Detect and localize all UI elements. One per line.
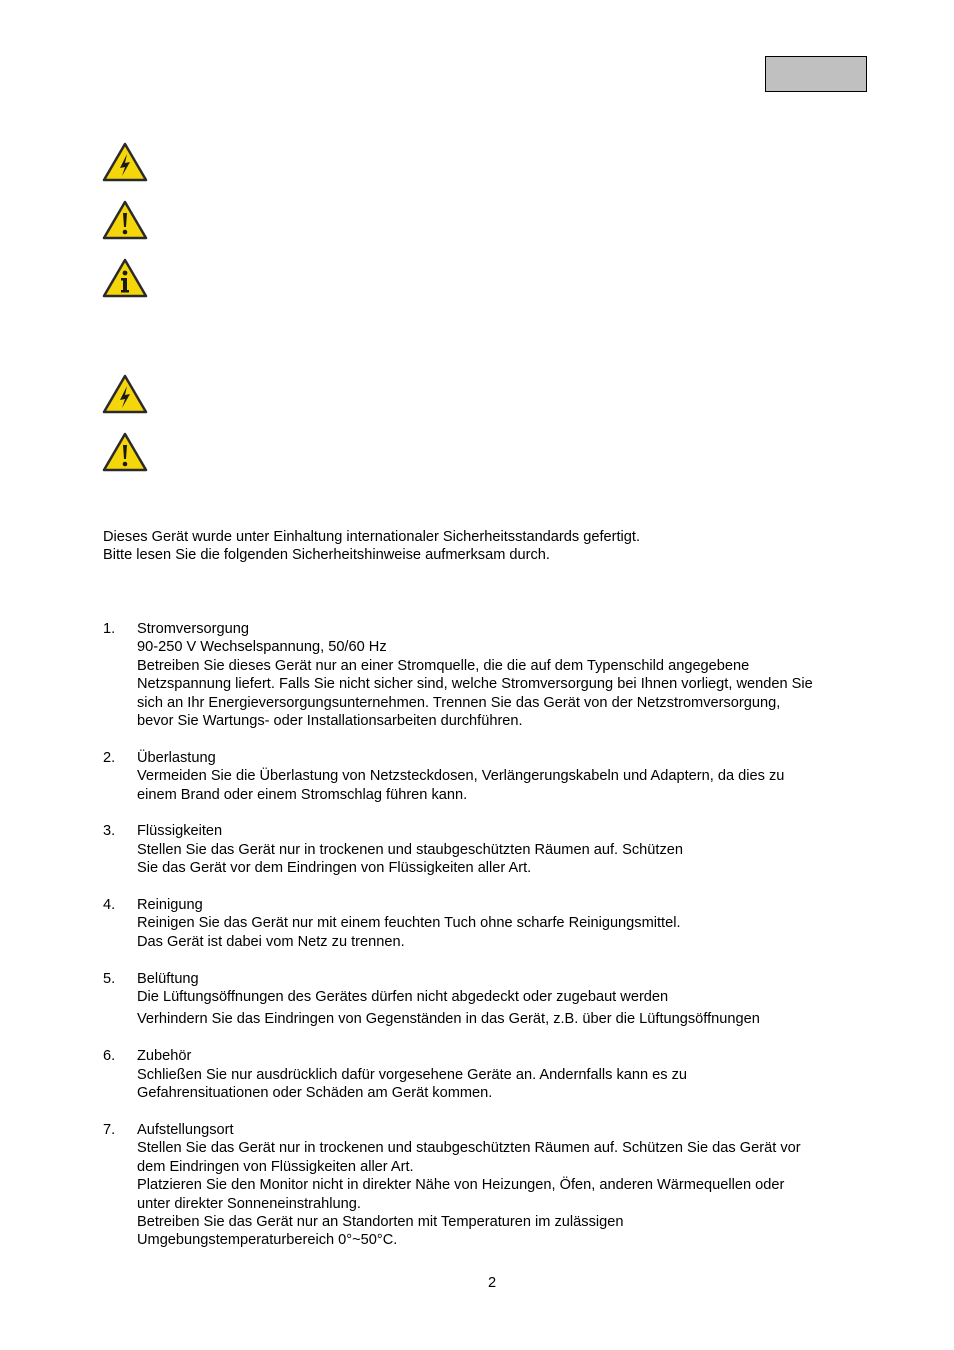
item-number: 1.: [103, 621, 116, 637]
intro-line: Dieses Gerät wurde unter Einhaltung internationaler Sicherheitsstandards gefertigt.: [103, 529, 641, 545]
item-text: Schließen Sie nur ausdrücklich dafür vorgesehene Geräte an. Andernfalls kann es zu: [137, 1066, 688, 1083]
exclamation-warning-icon: [102, 200, 148, 240]
item-text: dem Eindringen von Flüssigkeiten aller Art.: [137, 1158, 414, 1175]
item-text: bevor Sie Wartungs- oder Installationsarbeiten durchführen.: [137, 713, 523, 730]
item-text: Betreiben Sie dieses Gerät nur an einer Stromquelle, die die auf dem Typenschild angegebene: [137, 657, 750, 674]
item-text: Stellen Sie das Gerät nur in trockenen und staubgeschützten Räumen auf. Schützen Sie das Gerät vor: [137, 1140, 801, 1157]
item-title: Überlastung: [137, 749, 216, 766]
item-text: Verhindern Sie das Eindringen von Gegenständen in das Gerät, z.B. über die Lüftungsöffnungen: [137, 1011, 760, 1028]
intro-line: Bitte lesen Sie die folgenden Sicherheitshinweise aufmerksam durch.: [103, 547, 550, 564]
list-item-zubehoer: [103, 1047, 893, 1102]
item-number: 3.: [103, 823, 116, 840]
item-text: Betreiben Sie das Gerät nur an Standorten mit Temperaturen im zulässigen: [137, 1213, 624, 1230]
item-title: Belüftung: [137, 970, 199, 987]
information-icon: [102, 258, 148, 298]
safety-instructions-list: [103, 620, 893, 1268]
item-text: Gefahrensituationen oder Schäden am Gerät kommen.: [137, 1085, 493, 1102]
high-voltage-warning-icon: [102, 374, 148, 414]
item-text: Vermeiden Sie die Überlastung von Netzsteckdosen, Verlängerungskabeln und Adaptern, da dies zu: [137, 768, 785, 785]
item-text: einem Brand oder einem Stromschlag führen kann.: [137, 786, 468, 803]
item-title: Zubehör: [137, 1048, 192, 1065]
list-item-stromversorgung: [103, 620, 893, 730]
item-title: Flüssigkeiten: [137, 823, 223, 840]
item-text: Die Lüftungsöffnungen des Gerätes dürfen nicht abgedeckt oder zugebaut werden: [137, 989, 669, 1006]
item-title: Stromversorgung: [137, 621, 249, 637]
exclamation-warning-icon: [102, 432, 148, 472]
item-text: Das Gerät ist dabei vom Netz zu trennen.: [137, 933, 405, 950]
item-text: Platzieren Sie den Monitor nicht in direkter Nähe von Heizungen, Öfen, anderen Wärmequellen oder: [137, 1177, 785, 1194]
item-number: 2.: [103, 749, 116, 766]
item-number: 4.: [103, 897, 116, 914]
item-text: 90-250 V Wechselspannung, 50/60 Hz: [137, 639, 387, 656]
list-item-belueftung: [103, 970, 893, 1029]
item-text: Umgebungstemperaturbereich 0°~50°C.: [137, 1232, 398, 1249]
item-title: Reinigung: [137, 897, 203, 914]
item-text: unter direkter Sonneneinstrahlung.: [137, 1195, 361, 1212]
list-item-fluessigkeiten: [103, 822, 893, 877]
item-text: Reinigen Sie das Gerät nur mit einem feuchten Tuch ohne scharfe Reinigungsmittel.: [137, 915, 681, 932]
item-number: 7.: [103, 1121, 116, 1138]
item-number: 5.: [103, 970, 116, 987]
item-text: Stellen Sie das Gerät nur in trockenen und staubgeschützten Räumen auf. Schützen: [137, 841, 683, 858]
item-title: Aufstellungsort: [137, 1121, 234, 1138]
list-item-ueberlastung: [103, 749, 893, 804]
item-text: sich an Ihr Energieversorgungsunternehmen. Trennen Sie das Gerät von der Netzstromversorgung,: [137, 694, 781, 711]
language-tab-box: [765, 56, 867, 92]
list-item-reinigung: [103, 896, 893, 951]
list-item-aufstellungsort: [103, 1121, 893, 1250]
high-voltage-warning-icon: [102, 142, 148, 182]
intro-paragraph: [103, 528, 883, 565]
page-number: 2: [487, 1275, 497, 1291]
item-text: Sie das Gerät vor dem Eindringen von Flüssigkeiten aller Art.: [137, 860, 532, 877]
item-text: Netzspannung liefert. Falls Sie nicht sicher sind, welche Stromversorgung bei Ihnen vorliegt, wenden Sie: [137, 676, 813, 693]
item-number: 6.: [103, 1048, 116, 1065]
